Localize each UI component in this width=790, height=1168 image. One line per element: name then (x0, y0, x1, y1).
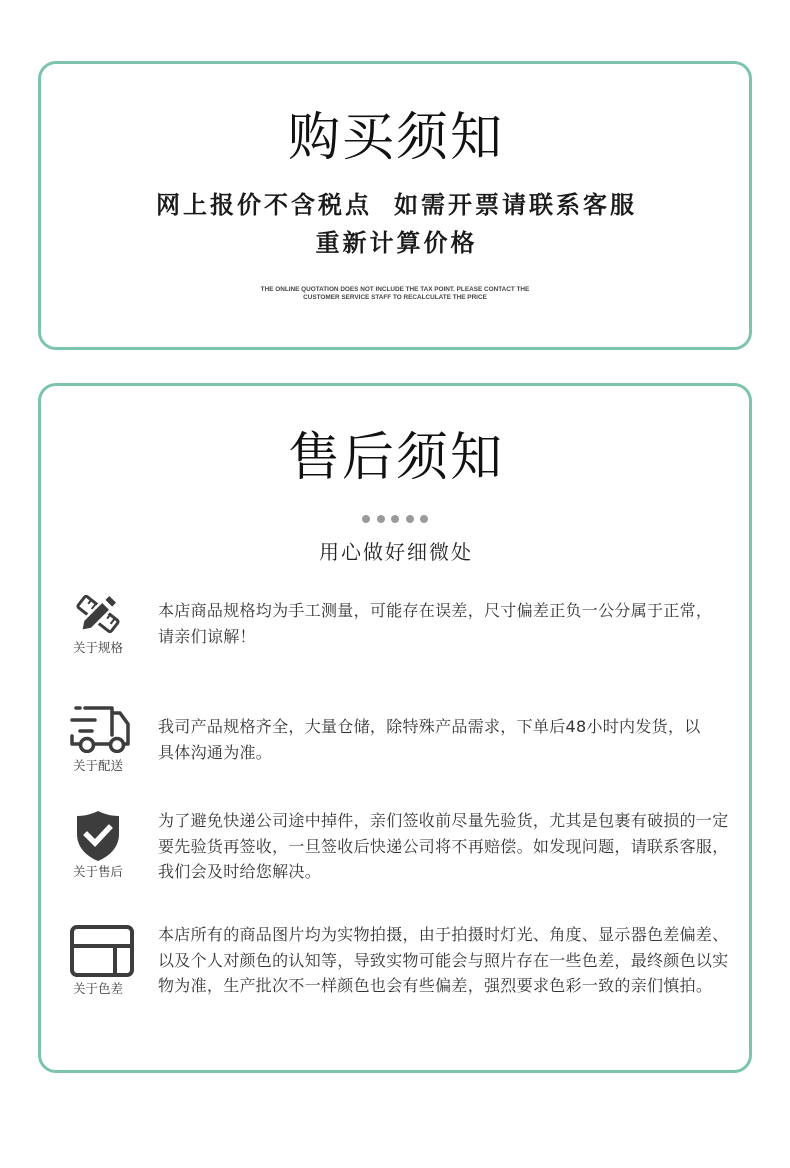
shield-check-icon (74, 810, 122, 862)
text-line: 物为准，生产批次不一样颜色也会有些偏差，强烈要求色彩一致的亲们慎拍。 (158, 976, 713, 995)
pencil-ruler-icon (74, 590, 122, 638)
text-specifications (158, 598, 712, 649)
label-specifications: 关于规格 (72, 640, 123, 655)
dot (391, 515, 399, 523)
text-line: 本店商品规格均为手工测量，可能存在误差，尺寸偏差正负一公分属于正常， (158, 601, 713, 620)
tax-note-line-1 (41, 189, 749, 221)
english-note-line-1: THE ONLINE QUOTATION DOES NOT INCLUDE THE TAX POINT. PLEASE CONTACT THE (260, 286, 530, 293)
dot (406, 515, 414, 523)
purchase-notice-card (38, 61, 752, 350)
label-color-difference: 关于色差 (72, 981, 123, 996)
delivery-truck-icon (70, 705, 130, 753)
tax-note-part-2: 如需开票请联系客服 (394, 191, 637, 219)
purchase-notice-title: 购买须知 (287, 108, 504, 168)
text-line: 请亲们谅解！ (158, 626, 256, 646)
after-sales-notice-card (38, 383, 752, 1073)
text-delivery (158, 714, 701, 765)
text-after-sales (158, 808, 729, 885)
after-sales-title: 售后须知 (287, 428, 504, 488)
dot (377, 515, 385, 523)
text-line: 我们会及时给您解决。 (158, 862, 322, 881)
layout-window-icon (70, 925, 134, 977)
english-note-line-2: CUSTOMER SERVICE STAFF TO RECALCULATE THE PRICE (303, 294, 487, 301)
text-line: 为了避免快递公司途中掉件，亲们签收前尽量先验货，尤其是包裹有破损的一定 (158, 811, 729, 830)
dot (420, 515, 428, 523)
text-line: 本店所有的商品图片均为实物拍摄，由于拍摄时灯光、角度、显示器色差偏差、 (158, 925, 729, 944)
text-color-difference (158, 922, 729, 999)
text-line: 要先验货再签收，一旦签收后快递公司将不再赔偿。如发现问题，请联系客服， (158, 836, 729, 856)
text-line: 具体沟通为准。 (158, 742, 273, 762)
label-after-sales: 关于售后 (72, 864, 123, 879)
dot (362, 515, 370, 523)
tagline: 用心做好细微处 (319, 540, 473, 564)
english-note (41, 286, 749, 302)
decorative-dots (41, 515, 749, 523)
text-line: 以及个人对颜色的认知等，导致实物可能会与照片存在一些色差，最终颜色以实 (158, 950, 729, 970)
tax-note-line-2: 重新计算价格 (315, 229, 478, 257)
label-delivery: 关于配送 (72, 758, 123, 773)
tax-note-part-1: 网上报价不含税点 (156, 191, 372, 219)
text-line: 我司产品规格齐全，大量仓储，除特殊产品需求，下单后48小时内发货，以 (158, 717, 701, 736)
